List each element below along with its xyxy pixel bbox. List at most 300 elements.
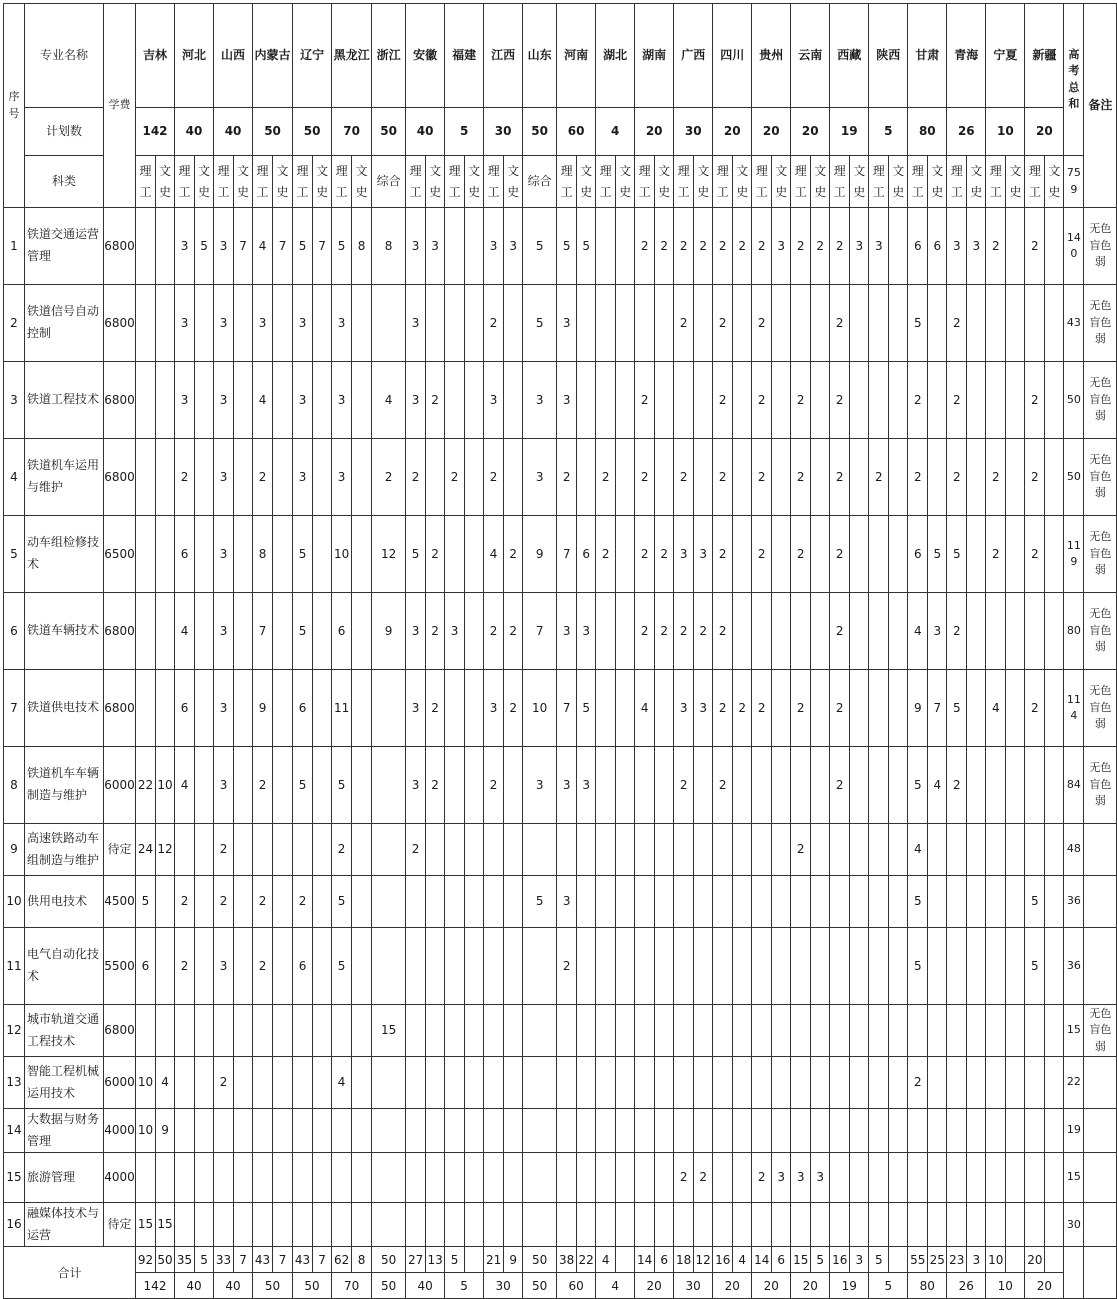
row-index-cell: 5 [4,516,25,593]
quota-cell [253,1109,273,1153]
quota-cell: 2 [869,439,889,516]
quota-cell [596,876,616,928]
quota-cell [465,670,484,747]
quota-cell [616,1109,635,1153]
quota-cell: 6 [928,208,947,285]
row-total-cell: 114 [1064,670,1084,747]
quota-cell [850,362,869,439]
major-name-cell: 铁道交通运营管理 [25,208,104,285]
quota-cell [445,362,465,439]
quota-cell [195,362,214,439]
quota-cell [523,1057,557,1109]
quota-cell [195,928,214,1005]
quota-cell [850,1109,869,1153]
quota-cell [694,1005,713,1057]
quota-cell [406,1057,426,1109]
quota-cell [772,1057,791,1109]
quota-cell [426,1203,445,1247]
province-plan-cell: 50 [293,108,332,156]
quota-cell: 2 [175,876,195,928]
quota-cell [445,285,465,362]
category-sub-cell: 文史 [850,156,869,208]
quota-cell: 2 [504,670,523,747]
quota-cell [967,1153,986,1203]
quota-cell [1006,285,1025,362]
quota-cell: 9 [372,593,406,670]
quota-cell [253,1203,273,1247]
quota-cell [733,876,752,928]
quota-cell [406,876,426,928]
quota-cell [504,747,523,824]
quota-cell: 5 [928,516,947,593]
quota-cell [967,516,986,593]
quota-cell [1045,1057,1064,1109]
quota-cell [713,1109,733,1153]
province-total-cell: 30 [674,1273,713,1299]
quota-cell [136,362,156,439]
quota-cell [253,1153,273,1203]
quota-cell [523,824,557,876]
province-total-cell: 20 [713,1273,752,1299]
quota-cell: 7 [273,208,293,285]
quota-cell [273,439,293,516]
quota-cell [655,285,674,362]
quota-cell: 3 [928,593,947,670]
subtotal-cell: 5 [195,1247,214,1273]
quota-cell [928,1005,947,1057]
quota-cell: 2 [811,208,830,285]
footer-row-subtotals [4,1247,1117,1273]
quota-cell [1006,439,1025,516]
quota-cell [772,362,791,439]
quota-cell [791,747,811,824]
subtotal-cell: 62 [332,1247,352,1273]
quota-cell [372,1203,406,1247]
quota-cell: 5 [406,516,426,593]
quota-cell: 2 [635,439,655,516]
province-total-cell: 20 [635,1273,674,1299]
quota-cell [195,876,214,928]
quota-cell [850,1005,869,1057]
quota-cell [195,1203,214,1247]
quota-cell [1025,1109,1045,1153]
quota-cell [523,1153,557,1203]
province-name-header: 宁夏 [986,4,1025,108]
subtotal-cell [1006,1247,1025,1273]
quota-cell [504,1057,523,1109]
note-cell [1084,1109,1117,1153]
quota-cell [655,928,674,1005]
quota-cell: 2 [426,670,445,747]
quota-cell [811,1109,830,1153]
fee-header: 学费 [104,4,136,208]
quota-cell: 2 [908,439,928,516]
quota-cell [889,1203,908,1247]
quota-cell [156,876,175,928]
quota-cell [577,1057,596,1109]
quota-cell [1025,824,1045,876]
province-total-cell: 19 [830,1273,869,1299]
row-index-cell: 15 [4,1153,25,1203]
quota-cell [869,876,889,928]
fee-cell: 待定 [104,824,136,876]
province-plan-cell: 40 [214,108,253,156]
quota-cell [752,1005,772,1057]
table-row [4,1005,1117,1057]
quota-cell: 5 [195,208,214,285]
quota-cell: 2 [426,362,445,439]
quota-cell [372,747,406,824]
table-row [4,670,1117,747]
quota-cell [1006,516,1025,593]
quota-cell [811,1203,830,1247]
quota-cell [596,208,616,285]
quota-cell [850,516,869,593]
quota-cell [1006,1203,1025,1247]
quota-cell [156,1153,175,1203]
quota-cell: 2 [694,208,713,285]
quota-cell [234,1203,253,1247]
quota-cell: 3 [175,208,195,285]
major-name-cell: 供用电技术 [25,876,104,928]
quota-cell: 2 [752,362,772,439]
category-sub-cell: 文史 [772,156,791,208]
quota-cell: 3 [674,516,694,593]
quota-cell: 2 [674,208,694,285]
quota-cell [504,1153,523,1203]
row-total-cell: 80 [1064,593,1084,670]
subtotal-cell [616,1247,635,1273]
row-index-cell: 14 [4,1109,25,1153]
quota-cell [850,876,869,928]
quota-cell [830,928,850,1005]
note-cell: 无色盲色弱 [1084,670,1117,747]
quota-cell [313,928,332,1005]
quota-cell: 5 [577,670,596,747]
quota-cell: 9 [908,670,928,747]
quota-cell [234,285,253,362]
quota-cell: 5 [947,516,967,593]
quota-cell [313,1005,332,1057]
fee-cell: 6800 [104,362,136,439]
quota-cell: 5 [1025,876,1045,928]
province-name-header: 新疆 [1025,4,1064,108]
quota-cell: 9 [156,1109,175,1153]
quota-cell: 2 [791,824,811,876]
note-cell: 无色盲色弱 [1084,516,1117,593]
quota-cell: 2 [908,1057,928,1109]
quota-cell [889,928,908,1005]
quota-cell [156,1005,175,1057]
quota-cell [850,593,869,670]
quota-cell [713,928,733,1005]
category-sub-cell: 理工 [752,156,772,208]
province-total-cell: 50 [253,1273,293,1299]
quota-cell [156,593,175,670]
quota-cell [445,747,465,824]
province-plan-cell: 40 [175,108,214,156]
quota-cell [811,593,830,670]
subtotal-cell: 7 [234,1247,253,1273]
quota-cell: 6 [908,208,928,285]
quota-cell [1045,928,1064,1005]
quota-cell [1045,516,1064,593]
quota-cell [577,1109,596,1153]
quota-cell: 5 [523,285,557,362]
quota-cell [694,285,713,362]
quota-cell [465,928,484,1005]
province-name-header: 西藏 [830,4,869,108]
quota-cell [694,1109,713,1153]
quota-cell: 2 [830,208,850,285]
quota-cell [596,362,616,439]
quota-cell [830,1005,850,1057]
quota-cell: 2 [830,747,850,824]
quota-cell: 2 [635,362,655,439]
quota-cell: 3 [214,362,234,439]
quota-cell [655,1109,674,1153]
category-sub-cell: 综合 [372,156,406,208]
province-name-header: 浙江 [372,4,406,108]
quota-cell [616,1005,635,1057]
quota-cell [332,1005,352,1057]
quota-cell [811,285,830,362]
province-name-header: 云南 [791,4,830,108]
subtotal-cell: 13 [426,1247,445,1273]
fee-cell: 4500 [104,876,136,928]
province-name-header: 江西 [484,4,523,108]
quota-cell: 8 [372,208,406,285]
quota-cell: 5 [293,516,313,593]
quota-cell [967,670,986,747]
quota-cell [830,876,850,928]
quota-cell: 5 [1025,928,1045,1005]
quota-cell [733,747,752,824]
province-total-cell: 10 [986,1273,1025,1299]
quota-cell: 2 [752,670,772,747]
quota-cell [752,593,772,670]
quota-cell: 5 [908,747,928,824]
quota-cell: 3 [406,747,426,824]
quota-cell [372,876,406,928]
quota-cell [136,285,156,362]
quota-cell: 2 [986,208,1006,285]
quota-cell: 5 [293,593,313,670]
note-cell: 无色盲色弱 [1084,285,1117,362]
quota-cell: 3 [332,362,352,439]
quota-cell [674,928,694,1005]
quota-cell [928,876,947,928]
fee-cell: 6500 [104,516,136,593]
quota-cell: 3 [214,285,234,362]
quota-cell [889,516,908,593]
quota-cell [557,1203,577,1247]
category-sub-cell: 理工 [596,156,616,208]
quota-cell: 6 [175,670,195,747]
quota-cell [616,593,635,670]
total-header: 高考总和 [1064,4,1084,156]
major-name-cell: 铁道机车车辆制造与维护 [25,747,104,824]
quota-cell [772,1109,791,1153]
quota-cell [694,928,713,1005]
subtotal-cell: 7 [313,1247,332,1273]
quota-cell [616,1057,635,1109]
quota-cell [426,285,445,362]
row-total-cell: 43 [1064,285,1084,362]
quota-cell [214,1203,234,1247]
quota-cell [293,824,313,876]
category-sub-cell: 理工 [406,156,426,208]
quota-cell: 2 [986,439,1006,516]
major-header: 专业名称 [25,4,104,108]
quota-cell [811,876,830,928]
quota-cell [830,824,850,876]
quota-cell: 5 [577,208,596,285]
quota-cell: 2 [713,516,733,593]
province-name-header: 黑龙江 [332,4,372,108]
quota-cell [986,1203,1006,1247]
quota-cell [986,1153,1006,1203]
quota-cell: 2 [484,439,504,516]
quota-cell [253,1005,273,1057]
quota-cell [136,593,156,670]
quota-cell [465,285,484,362]
province-plan-cell: 142 [136,108,175,156]
fee-cell: 5500 [104,928,136,1005]
quota-cell: 2 [713,208,733,285]
quota-cell: 2 [713,439,733,516]
quota-cell [772,1203,791,1247]
quota-cell [733,1005,752,1057]
major-name-cell: 铁道供电技术 [25,670,104,747]
province-name-header: 吉林 [136,4,175,108]
quota-cell [889,285,908,362]
quota-cell: 2 [484,747,504,824]
quota-cell [713,1153,733,1203]
category-sub-cell: 理工 [986,156,1006,208]
quota-cell [616,285,635,362]
quota-cell [967,1203,986,1247]
province-plan-cell: 80 [908,108,947,156]
quota-cell [830,1203,850,1247]
quota-cell [889,1109,908,1153]
quota-cell [1025,1153,1045,1203]
quota-cell: 3 [332,285,352,362]
quota-cell: 2 [791,670,811,747]
quota-cell: 2 [557,439,577,516]
quota-cell [484,1109,504,1153]
quota-cell: 3 [426,208,445,285]
quota-cell [908,1109,928,1153]
quota-cell: 2 [655,593,674,670]
quota-cell [372,670,406,747]
quota-cell [616,670,635,747]
enrollment-plan-table-container [3,3,1113,1293]
quota-cell [986,1057,1006,1109]
category-sub-cell: 文史 [465,156,484,208]
quota-cell [273,1005,293,1057]
total-plan-cell: 759 [1064,156,1084,208]
quota-cell [1045,670,1064,747]
quota-cell: 2 [830,285,850,362]
quota-cell [372,824,406,876]
quota-cell [908,1153,928,1203]
quota-cell [733,439,752,516]
quota-cell [752,928,772,1005]
quota-cell [733,1203,752,1247]
quota-cell [616,876,635,928]
quota-cell: 3 [214,208,234,285]
quota-cell [445,1153,465,1203]
province-total-cell: 50 [523,1273,557,1299]
province-name-header: 内蒙古 [253,4,293,108]
quota-cell [674,1057,694,1109]
quota-cell [869,1109,889,1153]
quota-cell [596,1203,616,1247]
footer-note-blank [1084,1247,1117,1299]
fee-cell: 6800 [104,285,136,362]
quota-cell [465,208,484,285]
quota-cell [313,285,332,362]
quota-cell [1006,747,1025,824]
quota-cell: 4 [484,516,504,593]
subtotal-cell: 3 [850,1247,869,1273]
quota-cell [484,1057,504,1109]
quota-cell [928,285,947,362]
quota-cell: 4 [908,593,928,670]
quota-cell: 2 [908,362,928,439]
province-name-header: 甘肃 [908,4,947,108]
quota-cell [869,928,889,1005]
quota-cell [694,439,713,516]
quota-cell: 2 [214,824,234,876]
quota-cell [869,1153,889,1203]
quota-cell [1006,593,1025,670]
quota-cell [313,439,332,516]
quota-cell [772,516,791,593]
quota-cell: 3 [577,593,596,670]
quota-cell [195,1153,214,1203]
quota-cell: 3 [523,439,557,516]
quota-cell: 3 [557,876,577,928]
quota-cell [596,1005,616,1057]
fee-cell: 6800 [104,670,136,747]
quota-cell: 3 [293,439,313,516]
quota-cell [523,1203,557,1247]
major-name-cell: 大数据与财务管理 [25,1109,104,1153]
province-plan-cell: 40 [406,108,445,156]
quota-cell [273,1109,293,1153]
quota-cell: 2 [752,439,772,516]
row-index-cell: 13 [4,1057,25,1109]
quota-cell [1045,876,1064,928]
quota-cell [674,876,694,928]
quota-cell: 2 [713,362,733,439]
subtotal-cell: 27 [406,1247,426,1273]
quota-cell: 7 [313,208,332,285]
quota-cell: 2 [674,1153,694,1203]
quota-cell: 2 [372,439,406,516]
quota-cell [504,362,523,439]
quota-cell [234,362,253,439]
quota-cell: 2 [253,876,273,928]
category-sub-cell: 理工 [175,156,195,208]
quota-cell [195,593,214,670]
category-sub-cell: 文史 [967,156,986,208]
quota-cell: 3 [772,208,791,285]
subtotal-cell: 10 [986,1247,1006,1273]
subtotal-cell: 50 [156,1247,175,1273]
